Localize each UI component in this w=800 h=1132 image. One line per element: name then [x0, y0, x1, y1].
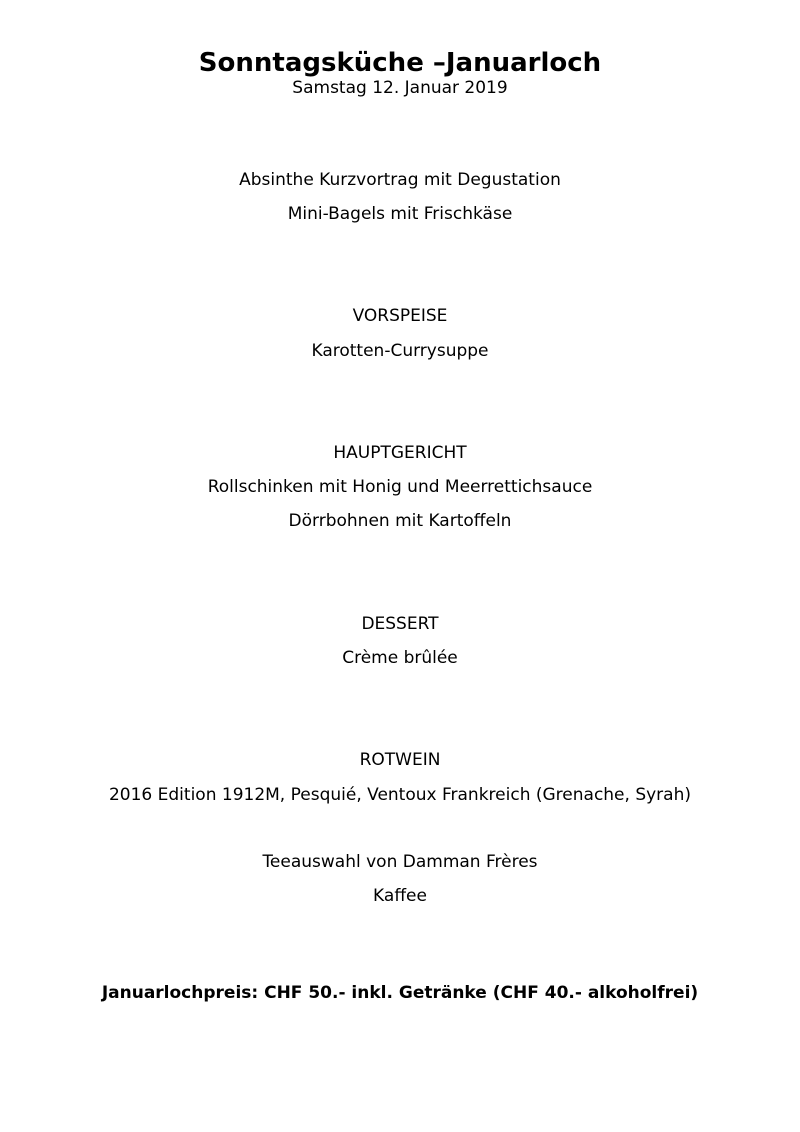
vorspeise-item-1: Karotten-Currysuppe	[311, 341, 489, 361]
page-title: Sonntagsküche –Januarloch	[198, 48, 602, 78]
section-heading-rotwein: ROTWEIN	[359, 750, 441, 770]
rotwein-item-1: 2016 Edition 1912M, Pesquié, Ventoux Frankreich (Grenache, Syrah)	[108, 785, 691, 805]
hauptgericht-item-2: Dörrbohnen mit Kartoffeln	[288, 511, 512, 531]
section-heading-vorspeise: VORSPEISE	[352, 306, 448, 326]
getraenke-item-2: Kaffee	[373, 886, 427, 906]
section-heading-dessert: DESSERT	[361, 614, 439, 634]
aperitif-item-1: Absinthe Kurzvortrag mit Degustation	[239, 170, 561, 190]
section-heading-hauptgericht: HAUPTGERICHT	[333, 443, 467, 463]
hauptgericht-item-1: Rollschinken mit Honig und Meerrettichsauce	[207, 477, 593, 497]
price-note: Januarlochpreis: CHF 50.- inkl. Getränke (CHF 40.- alkoholfrei)	[101, 983, 699, 1003]
getraenke-item-1: Teeauswahl von Damman Frères	[262, 852, 538, 872]
event-date: Samstag 12. Januar 2019	[292, 78, 508, 98]
dessert-item-1: Crème brûlée	[342, 648, 458, 668]
aperitif-item-2: Mini-Bagels mit Frischkäse	[287, 204, 513, 224]
